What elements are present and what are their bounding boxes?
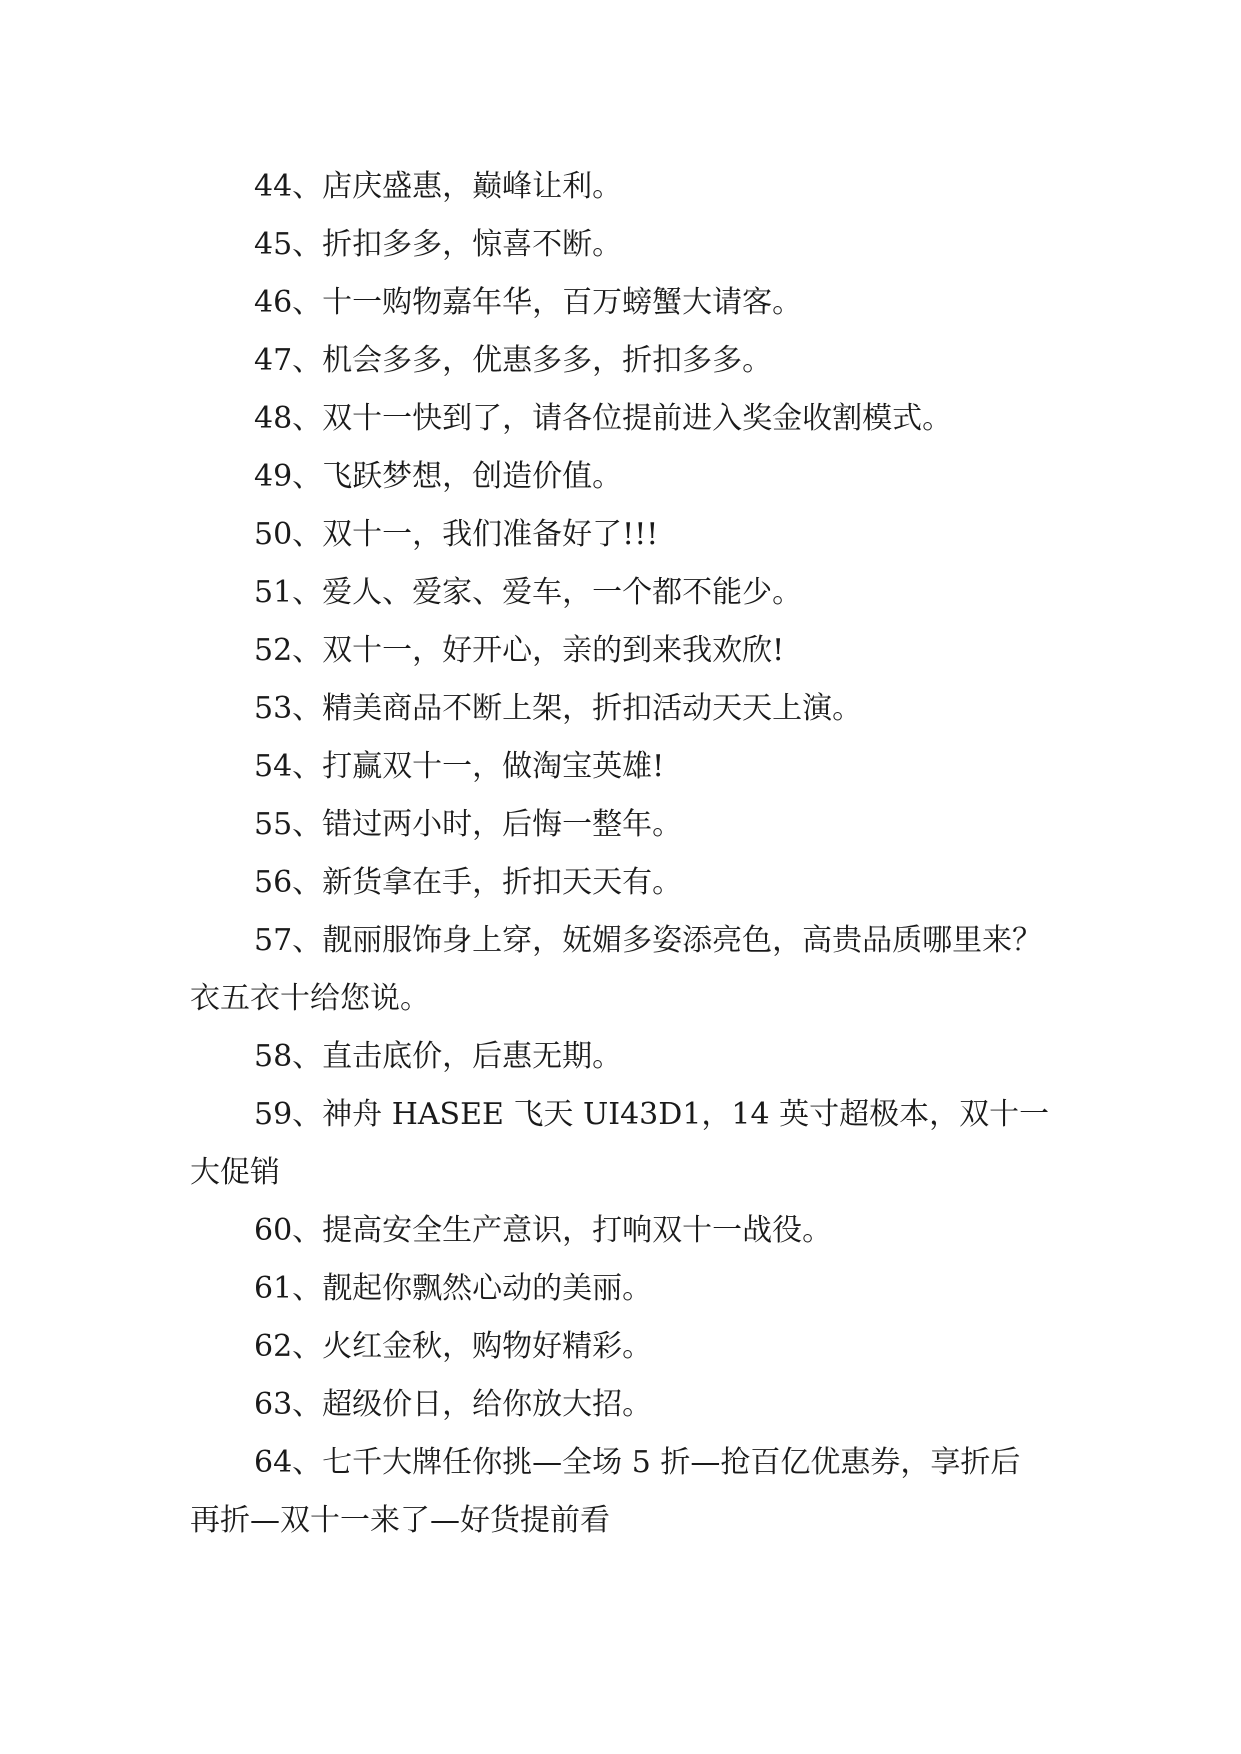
paragraph-64: 64、七千大牌任你挑—全场 5 折—抢百亿优惠券，享折后再折—双十一来了—好货提前看 — [190, 1445, 1021, 1538]
paragraph-54: 54、打赢双十一，做淘宝英雄! — [254, 749, 665, 784]
paragraph-53: 53、精美商品不断上架，折扣活动天天上演。 — [254, 691, 863, 726]
paragraph-60: 60、提高安全生产意识，打响双十一战役。 — [254, 1213, 833, 1248]
paragraph-55: 55、错过两小时，后悔一整年。 — [254, 807, 683, 842]
paragraph-57: 57、靓丽服饰身上穿，妩媚多姿添亮色，高贵品质哪里来？衣五衣十给您说。 — [190, 923, 1043, 1016]
document-body — [190, 158, 1050, 1550]
paragraph-58: 58、直击底价，后惠无期。 — [254, 1039, 623, 1074]
paragraph-49: 49、飞跃梦想，创造价值。 — [254, 459, 623, 494]
paragraph-63: 63、超级价日，给你放大招。 — [254, 1387, 653, 1422]
paragraph-62: 62、火红金秋，购物好精彩。 — [254, 1329, 653, 1364]
paragraph-46: 46、十一购物嘉年华，百万螃蟹大请客。 — [254, 285, 803, 320]
paragraph-45: 45、折扣多多，惊喜不断。 — [254, 227, 623, 262]
paragraph-48: 48、双十一快到了，请各位提前进入奖金收割模式。 — [254, 401, 953, 436]
paragraph-56: 56、新货拿在手，折扣天天有。 — [254, 865, 683, 900]
paragraph-51: 51、爱人、爱家、爱车，一个都不能少。 — [254, 575, 803, 610]
paragraph-44: 44、店庆盛惠，巅峰让利。 — [254, 169, 623, 204]
paragraph-52: 52、双十一，好开心，亲的到来我欢欣! — [254, 633, 785, 668]
paragraph-61: 61、靓起你飘然心动的美丽。 — [254, 1271, 653, 1306]
paragraph-47: 47、机会多多，优惠多多，折扣多多。 — [254, 343, 773, 378]
paragraph-50: 50、双十一，我们准备好了!!! — [254, 517, 659, 552]
paragraph-59: 59、神舟 HASEE 飞天 UI43D1，14 英寸超极本，双十一大促销 — [190, 1097, 1050, 1190]
